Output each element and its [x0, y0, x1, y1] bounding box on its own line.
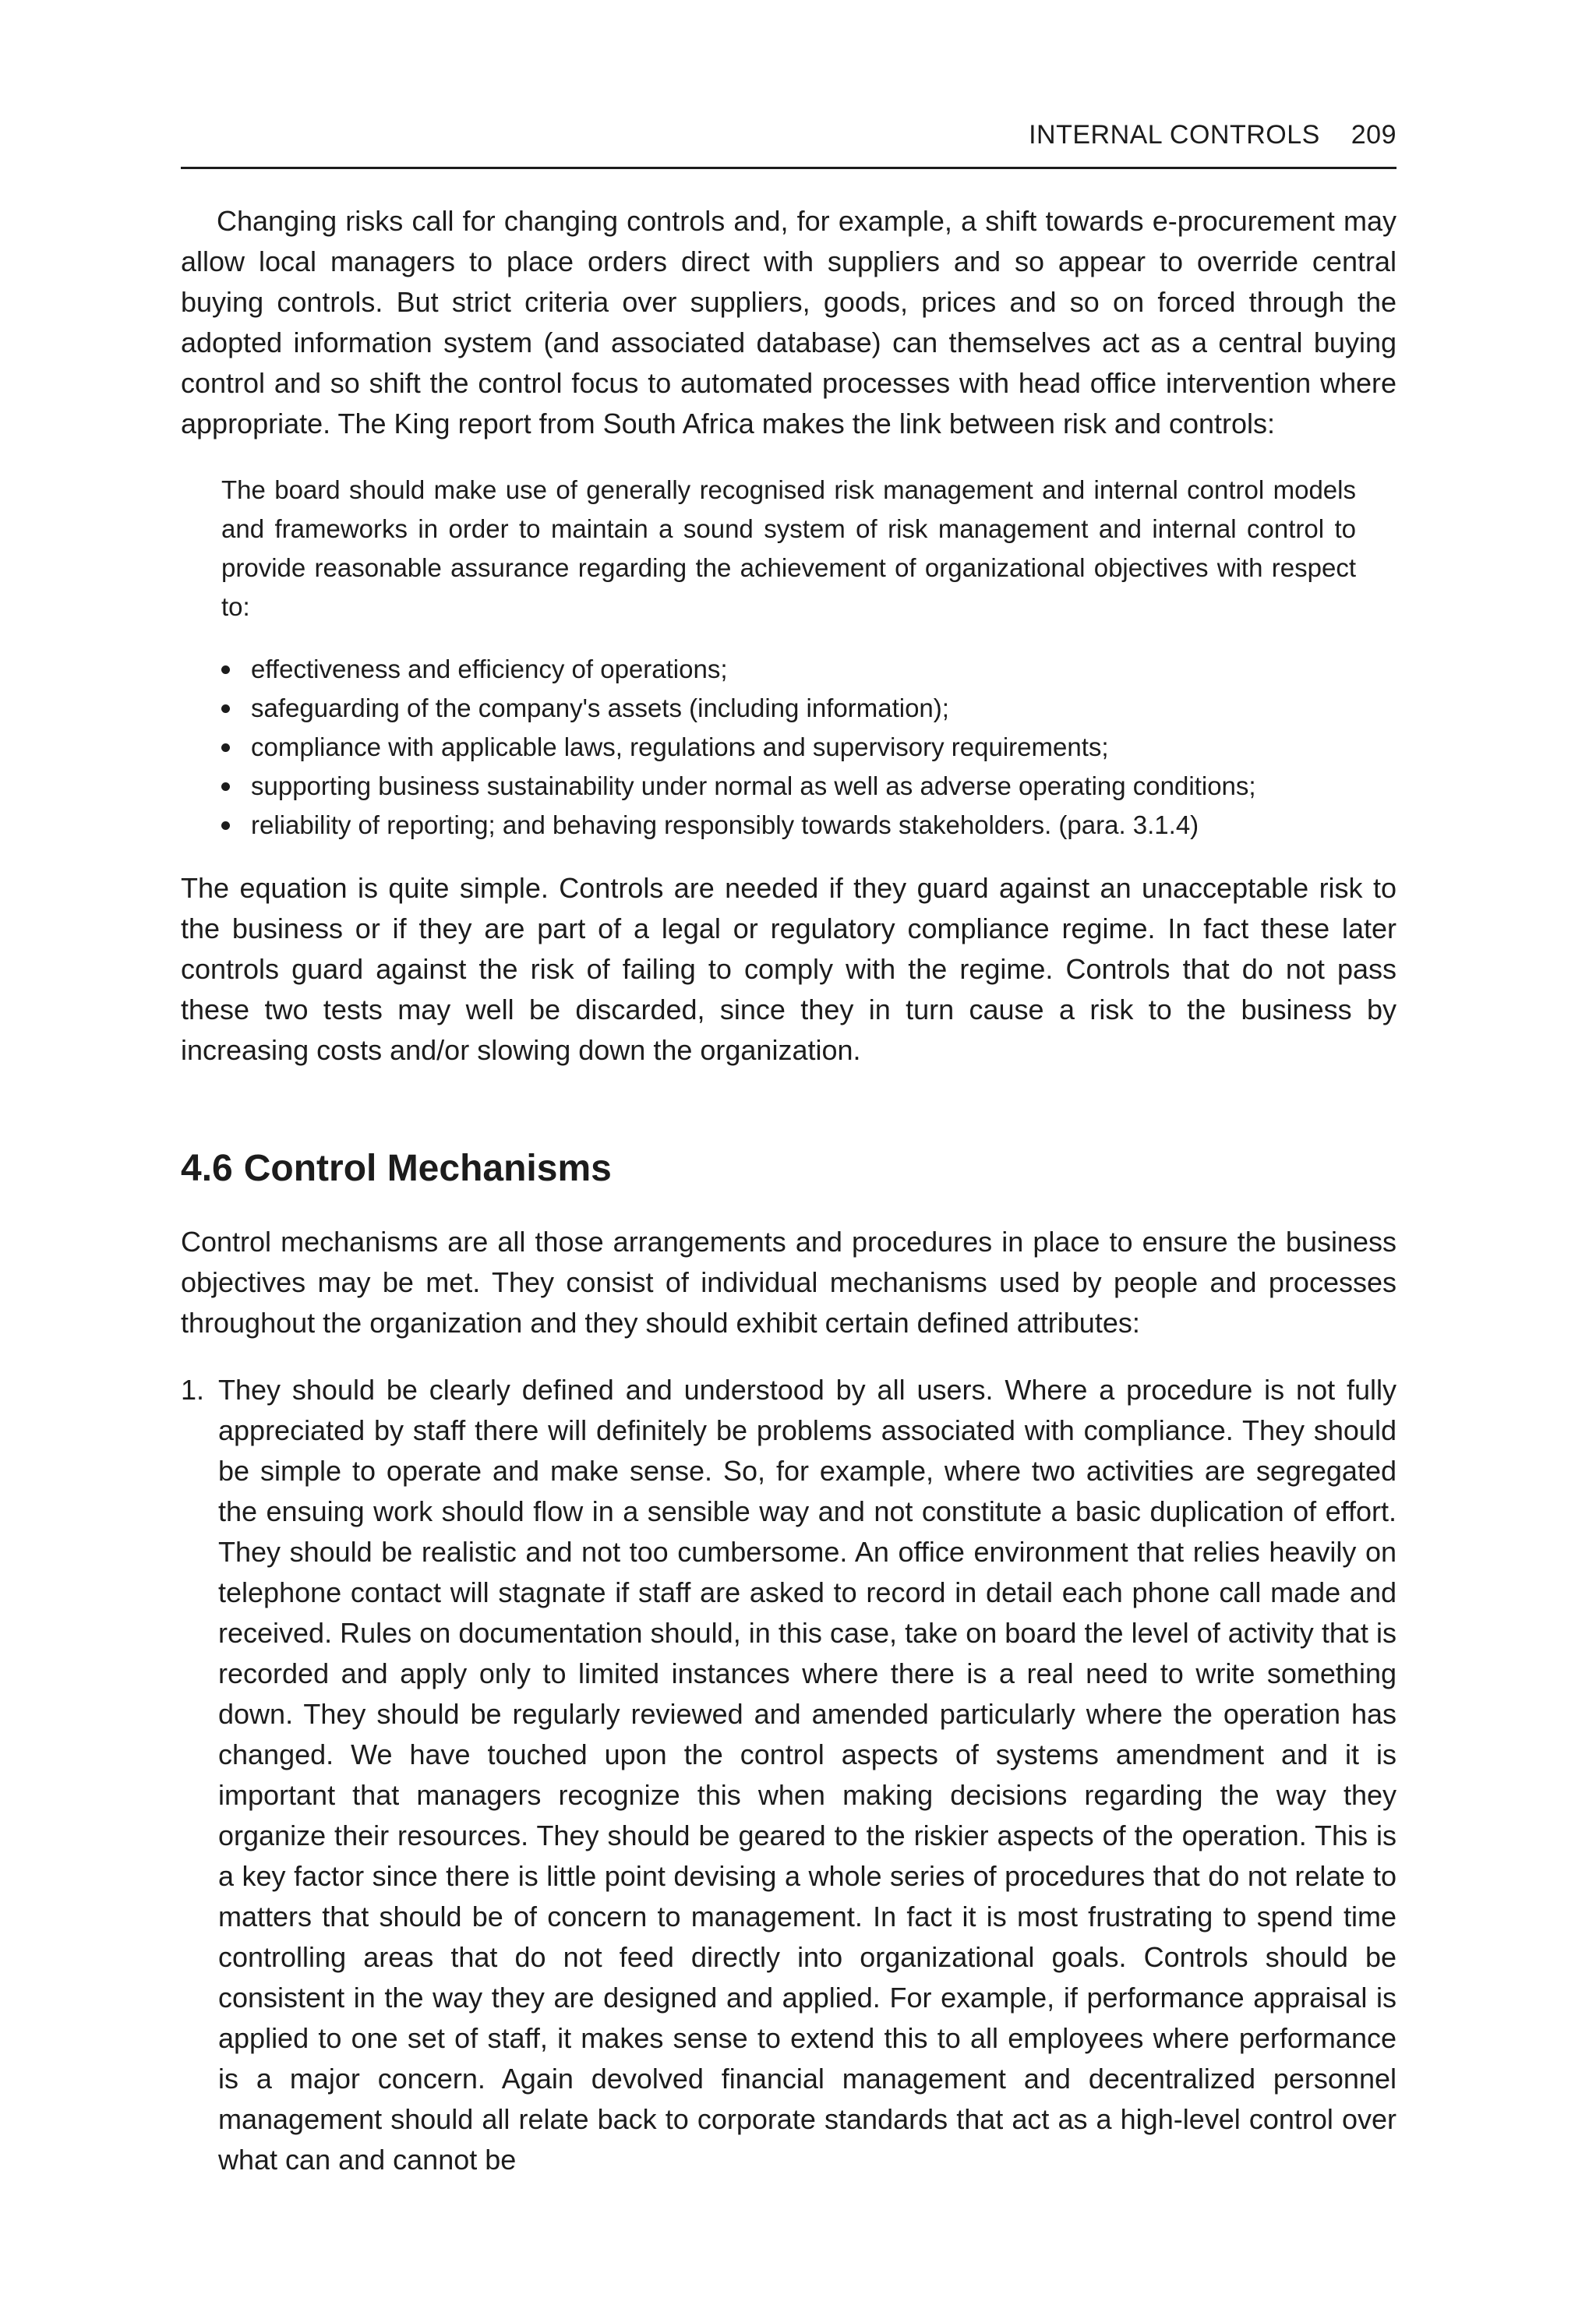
quote-bullet-item	[221, 767, 1356, 806]
header-rule	[181, 167, 1396, 169]
bullet-dot-icon	[221, 665, 230, 674]
quote-bullet-text: supporting business sustainability under normal as well as adverse operating conditions;	[251, 771, 1256, 800]
bullet-dot-icon	[221, 743, 230, 752]
section-heading	[181, 1145, 1396, 1192]
section-title: Control Mechanisms	[243, 1148, 612, 1189]
paragraph-changing-risks: Changing risks call for changing controls and, for example, a shift towards e-procurement may allow local managers to place orders direct with suppliers and so appear to override central buying controls. But strict criteria over suppliers, goods, prices and so on forced through the adopted information system (and associated database) can themselves act as a central buying control and so shift the control focus to automated processes with head office intervention where appropriate. The King report from South Africa makes the link between risk and controls:	[181, 205, 1396, 439]
attributes-numbered-list	[181, 1370, 1396, 2180]
list-item-number: 1.	[181, 1374, 205, 1406]
quote-bullet-text: safeguarding of the company's assets (including information);	[251, 694, 949, 722]
section-number: 4.6	[181, 1148, 233, 1189]
page-number: 209	[1351, 120, 1396, 150]
quote-bullet-item	[221, 806, 1356, 845]
quote-bullet-text: compliance with applicable laws, regulations and supervisory requirements;	[251, 732, 1109, 761]
quote-bullet-item	[221, 689, 1356, 728]
block-quote-king-report: The board should make use of generally recognised risk management and internal control models and frameworks in order to maintain a sound system of risk management and internal control to provide reasonable assurance regarding the achievement of organizational objectives with respect to:	[221, 475, 1356, 621]
quote-bullet-text: reliability of reporting; and behaving responsibly towards stakeholders. (para. 3.1.4)	[251, 810, 1199, 839]
running-head-title: INTERNAL CONTROLS	[1029, 120, 1320, 150]
numbered-list-item	[181, 1370, 1396, 2180]
list-item-text: They should be clearly defined and understood by all users. Where a procedure is not fully appreciated by staff there will definitely be problems associated with compliance. They should be simple to operate and make sense. So, for example, where two activities are segregated the ensuing work should flow in a sensible way and not constitute a basic duplication of effort. They should be realistic and not too cumbersome. An office environment that relies heavily on telephone contact will stagnate if staff are asked to record in detail each phone call made and received. Rules on documentation should, in this case, take on board the level of activity that is recorded and apply only to limited instances where there is a real need to write something down. They should be regularly reviewed and amended particularly where the operation has changed. We have touched upon the control aspects of systems amendment and it is important that managers recognize this when making decisions regarding the way they organize their resources. They should be geared to the riskier aspects of the operation. This is a key factor since there is little point devising a whole series of procedures that do not relate to matters that should be of concern to management. In fact it is most frustrating to spend time controlling areas that do not feed directly into organizational goals. Controls should be consistent in the way they are designed and applied. For example, if performance appraisal is applied to one set of staff, it makes sense to extend this to all employees where performance is a major concern. Again devolved financial management and decentralized personnel management should all relate back to corporate standards that act as a high-level control over what can and cannot be	[218, 1374, 1396, 2176]
running-head	[1029, 120, 1396, 150]
bullet-dot-icon	[221, 821, 230, 830]
paragraph-equation: The equation is quite simple. Controls are needed if they guard against an unacceptable risk to the business or if they are part of a legal or regulatory compliance regime. In fact these later controls guard against the risk of failing to comply with the regime. Controls that do not pass these two tests may well be discarded, since they in turn cause a risk to the business by increasing costs and/or slowing down the organization.	[181, 872, 1396, 1066]
quote-bullet-list	[221, 650, 1356, 845]
quote-bullet-text: effectiveness and efficiency of operations;	[251, 655, 728, 683]
section-intro-paragraph: Control mechanisms are all those arrangements and procedures in place to ensure the business objectives may be met. They consist of individual mechanisms used by people and processes throughout the organization and they should exhibit certain defined attributes:	[181, 1226, 1396, 1339]
bullet-dot-icon	[221, 704, 230, 713]
quote-bullet-item	[221, 728, 1356, 767]
page-content	[181, 201, 1396, 2180]
quote-bullet-item	[221, 650, 1356, 689]
bullet-dot-icon	[221, 782, 230, 791]
